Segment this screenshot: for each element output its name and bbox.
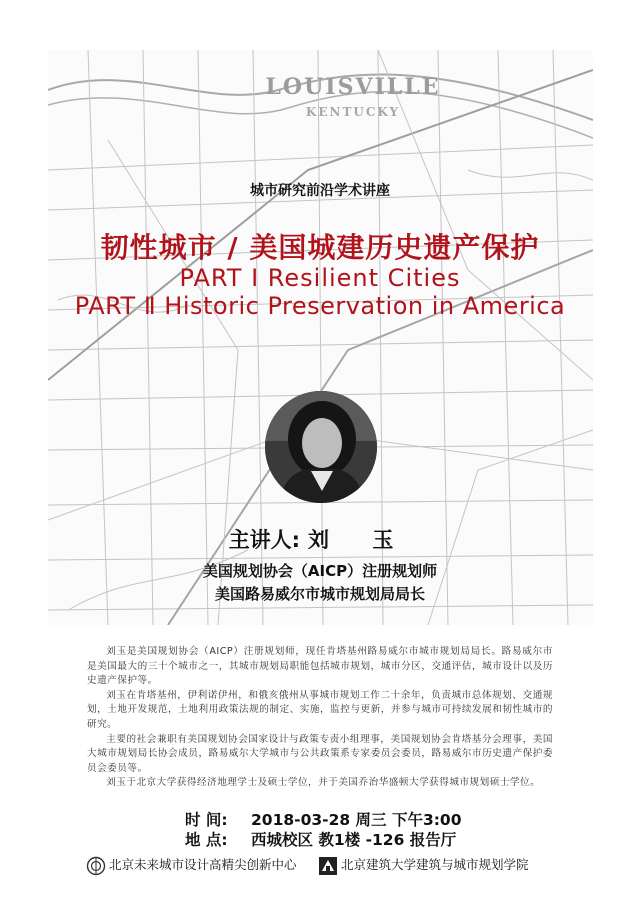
organizer-left [86,855,297,876]
speaker-portrait [265,391,377,503]
bio-paragraph: 刘玉是美国规划协会（AICP）注册规划师，现任肯塔基州路易威尔市城市规划局局长。路易威尔市是美国最大的三十个城市之一，其城市规划局职能包括城市规划，城市分区，交通评估，城市设计以及历史遗产保护等。 [87,646,553,687]
event-time [185,808,462,830]
event-place [185,828,456,850]
speaker-name: 刘 玉 [308,528,412,552]
speaker-heading [0,524,640,554]
organizer-right [318,855,529,876]
bio-paragraph: 刘玉在肯塔基州，伊利诺伊州，和俄亥俄州从事城市规划工作二十余年，负责城市总体规划、交通规划，土地开发规范，土地利用政策法规的制定、实施，监控与更新，并参与城市可持续发展和韧性城市的研究。 [87,689,553,730]
organizer-left-name: 北京未来城市设计高精尖创新中心 [109,857,297,872]
lecture-title-en-part1: PART Ⅰ Resilient Cities [179,264,461,292]
lecture-series-label: 城市研究前沿学术讲座 [250,183,390,199]
map-state-label: KENTUCKY [305,105,401,119]
speaker-credential-1: 美国规划协会（AICP）注册规划师 [202,562,438,580]
event-place-label: 地 点: [185,831,228,849]
organizer-right-name: 北京建筑大学建筑与城市规划学院 [341,857,529,872]
event-time-label: 时 间: [185,811,228,829]
speaker-credential-2: 美国路易威尔市城市规划局局长 [214,585,425,603]
future-city-logo-icon [86,856,106,876]
speaker-portrait-image [265,391,377,503]
bucea-logo-icon [318,856,338,876]
bio-paragraph: 主要的社会兼职有美国规划协会国家设计与政策专责小组理事，美国规划协会肯塔基分会理事，美国大城市规划局长协会成员，路易威尔大学城市与公共政策系专家委员会委员，路易威尔市历史遗产保护委员会委员等。 [87,733,553,774]
bio-paragraph: 刘玉于北京大学获得经济地理学士及硕士学位，并于美国乔治华盛顿大学获得城市规划硕士学位。 [106,777,541,789]
speaker-label: 主讲人: [228,528,301,552]
map-city-label: LOUISVILLE [265,74,441,100]
event-time-value: 2018-03-28 周三 下午3:00 [251,811,462,829]
speaker-bio [87,645,553,791]
lecture-title-en-part2: PART Ⅱ Historic Preservation in America [74,292,566,320]
event-place-value: 西城校区 教1楼 -126 报告厅 [251,831,457,849]
lecture-title-cn: 韧性城市 / 美国城建历史遗产保护 [100,231,540,264]
